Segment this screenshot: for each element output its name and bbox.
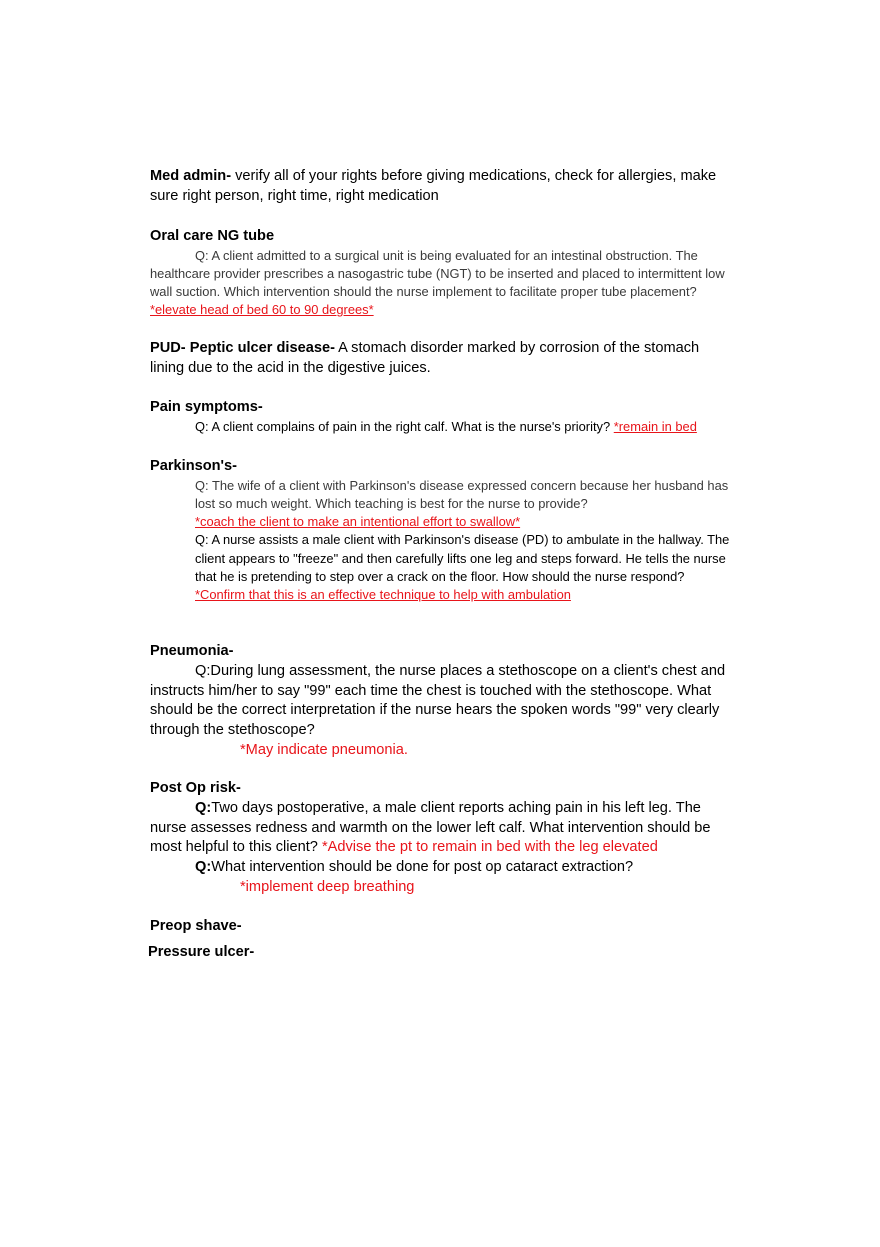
post-op-answer-2: *implement deep breathing <box>240 878 415 895</box>
pneumonia-question: Q:During lung assessment, the nurse places a stethoscope on a client's chest and instructs him/her to say "99" each time the chest is touched with the stethoscope. What should be the correct interpretation if the nurse hears the spoken words "99" very clearly through the stethoscope? <box>150 662 726 739</box>
pneumonia-heading: Pneumonia- <box>150 643 234 659</box>
parkinsons-answer-2: *Confirm that this is an effective technique to help with ambulation <box>195 587 571 603</box>
pud-paragraph <box>150 339 735 379</box>
parkinsons-answer-1: *coach the client to make an intentional effort to swallow* <box>195 514 521 530</box>
post-op-q1-label: Q: <box>195 799 212 816</box>
parkinsons-items <box>150 477 735 604</box>
post-op-section <box>150 779 735 898</box>
pneumonia-answer: *May indicate pneumonia. <box>240 741 408 758</box>
parkinsons-question-2 <box>195 531 735 604</box>
post-op-q2-text: What intervention should be done for post op cataract extraction? <box>211 859 634 876</box>
oral-care-q-label: Q: <box>195 247 209 263</box>
parkinsons-section <box>150 457 735 604</box>
oral-care-answer: *elevate head of bed 60 to 90 degrees* <box>150 302 374 318</box>
oral-care-heading: Oral care NG tube <box>150 228 275 244</box>
pain-section <box>150 398 735 436</box>
post-op-question-2 <box>150 858 735 878</box>
parkinsons-question-1: Q: The wife of a client with Parkinson's disease expressed concern because her husband has lost so much weight. Which teaching is best for the nurse to provide? <box>195 477 729 511</box>
post-op-q1-text: Two days postoperative, a male client reports aching pain in his left leg. The nurse assesses redness and warmth on the lower left calf. What intervention should be most helpful to this client? <box>150 799 711 856</box>
pain-heading: Pain symptoms- <box>150 399 263 415</box>
post-op-question-1 <box>150 799 735 858</box>
preop-shave-section <box>150 917 735 937</box>
oral-care-question-text: A client admitted to a surgical unit is being evaluated for an intestinal obstruction. The healthcare provider prescribes a nasogastric tube (NGT) to be inserted and placed to intermittent low wall suction. Which intervention should the nurse implement to facilitate proper tube placement? <box>150 247 725 300</box>
post-op-heading: Post Op risk- <box>150 780 241 796</box>
pain-question-text: Q: A client complains of pain in the right calf. What is the nurse's priority? <box>195 418 614 434</box>
pneumonia-section <box>150 642 735 761</box>
pud-text: A stomach disorder marked by corrosion of the stomach lining due to the acid in the digestive juices. <box>150 340 700 376</box>
pressure-ulcer-heading: Pressure ulcer- <box>148 944 255 960</box>
oral-care-section <box>150 227 735 320</box>
preop-shave-heading: Preop shave- <box>150 918 242 934</box>
med-admin-heading: Med admin- <box>150 168 232 184</box>
parkinsons-heading: Parkinson's- <box>150 458 238 474</box>
post-op-q2-label: Q: <box>195 859 212 876</box>
parkinsons-question-2-text: Q: A nurse assists a male client with Parkinson's disease (PD) to ambulate in the hallway. The client appears to "freeze" and then carefully lifts one leg and steps forward. He tells the nurse that he is pretending to step over a crack on the floor. How should the nurse respond? <box>195 532 730 584</box>
pressure-ulcer-section <box>148 943 733 963</box>
pain-question <box>150 418 735 436</box>
pud-heading: PUD- Peptic ulcer disease- <box>150 340 335 356</box>
med-admin-paragraph <box>150 167 735 207</box>
pain-answer: *remain in bed <box>613 418 697 434</box>
pud-section <box>150 339 735 379</box>
post-op-answer-1: *Advise the pt to remain in bed with the leg elevated <box>321 839 658 856</box>
med-admin-section <box>150 167 735 207</box>
med-admin-text: verify all of your rights before giving medications, check for allergies, make sure right person, right time, right medication <box>150 168 717 204</box>
oral-care-question <box>150 247 735 320</box>
